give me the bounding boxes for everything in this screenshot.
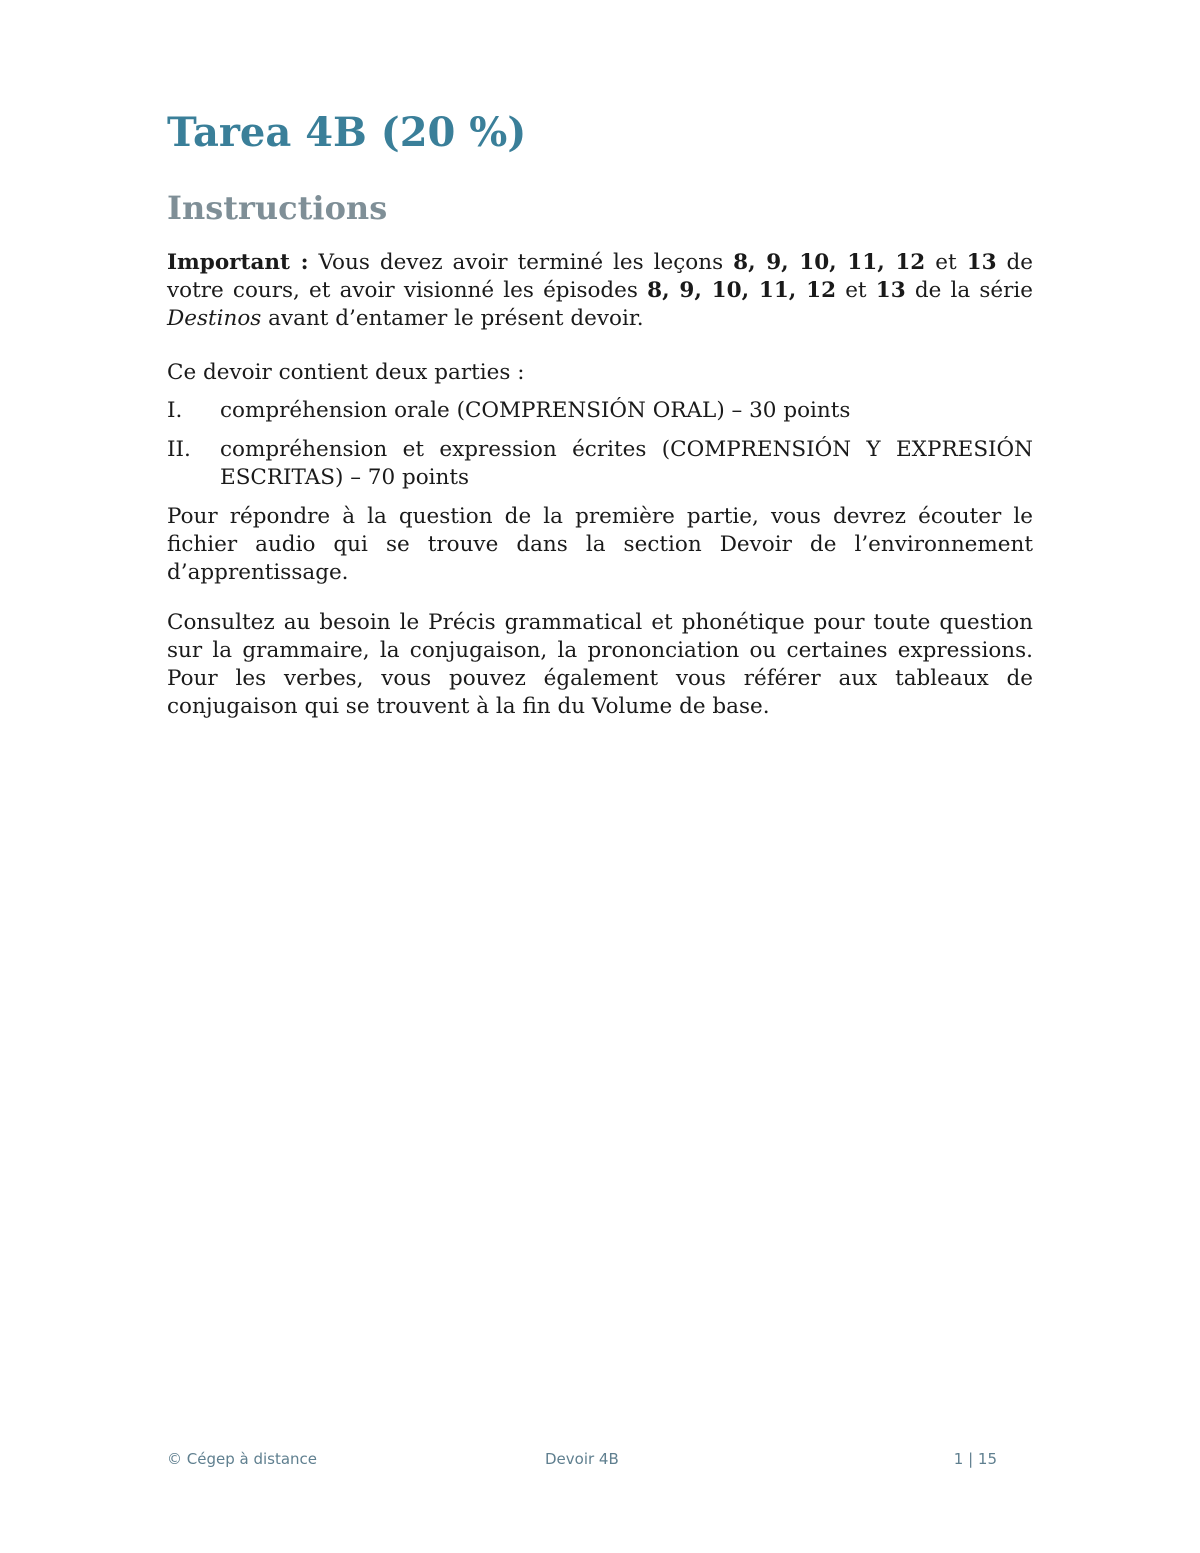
footer-page-number: 1 | 15: [953, 1450, 997, 1468]
and-text-2: et: [836, 278, 876, 303]
section-heading-instructions: Instructions: [167, 189, 388, 227]
important-label: Important :: [167, 250, 309, 275]
answer-paragraph: Pour répondre à la question de la première partie, vous devrez écouter le fichier audio qui se trouve dans la section Devoir de l’environnement d’apprentissage.: [167, 504, 1033, 585]
important-text-4: avant d’entamer le présent devoir.: [261, 306, 644, 331]
episodes-list: 8, 9, 10, 11, 12: [647, 278, 837, 303]
important-text-1: Vous devez avoir terminé les leçons: [308, 250, 734, 275]
consult-paragraph: Consultez au besoin le Précis grammatical et phonétique pour toute question sur la grammaire, la conjugaison, la prononciation ou certaines expressions. Pour les verbes, vous pouvez également vous référer aux tableaux de conjugaison qui se trouvent à la fin du Volume de base.: [167, 610, 1033, 719]
important-paragraph: [167, 249, 1033, 333]
page-title: Tarea 4B (20 %): [167, 109, 527, 156]
episode-last: 13: [875, 278, 906, 303]
important-text-2: de votre cours, et avoir visionné les épisodes: [167, 250, 1034, 303]
page-footer: [167, 1448, 997, 1470]
part-text: compréhension et expression écrites (COMPRENSIÓN Y EXPRESIÓN ESCRITAS) – 70 points: [220, 437, 1033, 490]
lessons-list: 8, 9, 10, 11, 12: [733, 250, 926, 275]
part-number: II.: [167, 437, 191, 462]
list-item: [167, 397, 1033, 425]
lesson-last: 13: [966, 250, 997, 275]
series-title: Destinos: [167, 306, 262, 331]
and-text-1: et: [925, 250, 967, 275]
list-item: [167, 436, 1033, 492]
part-number: I.: [167, 398, 183, 423]
part-text: compréhension orale (COMPRENSIÓN ORAL) – 30 points: [220, 398, 851, 423]
contains-paragraph: Ce devoir contient deux parties :: [167, 360, 525, 385]
footer-copyright: © Cégep à distance: [167, 1450, 318, 1468]
important-text-3: de la série: [905, 278, 1033, 303]
footer-document-name: Devoir 4B: [545, 1450, 619, 1468]
